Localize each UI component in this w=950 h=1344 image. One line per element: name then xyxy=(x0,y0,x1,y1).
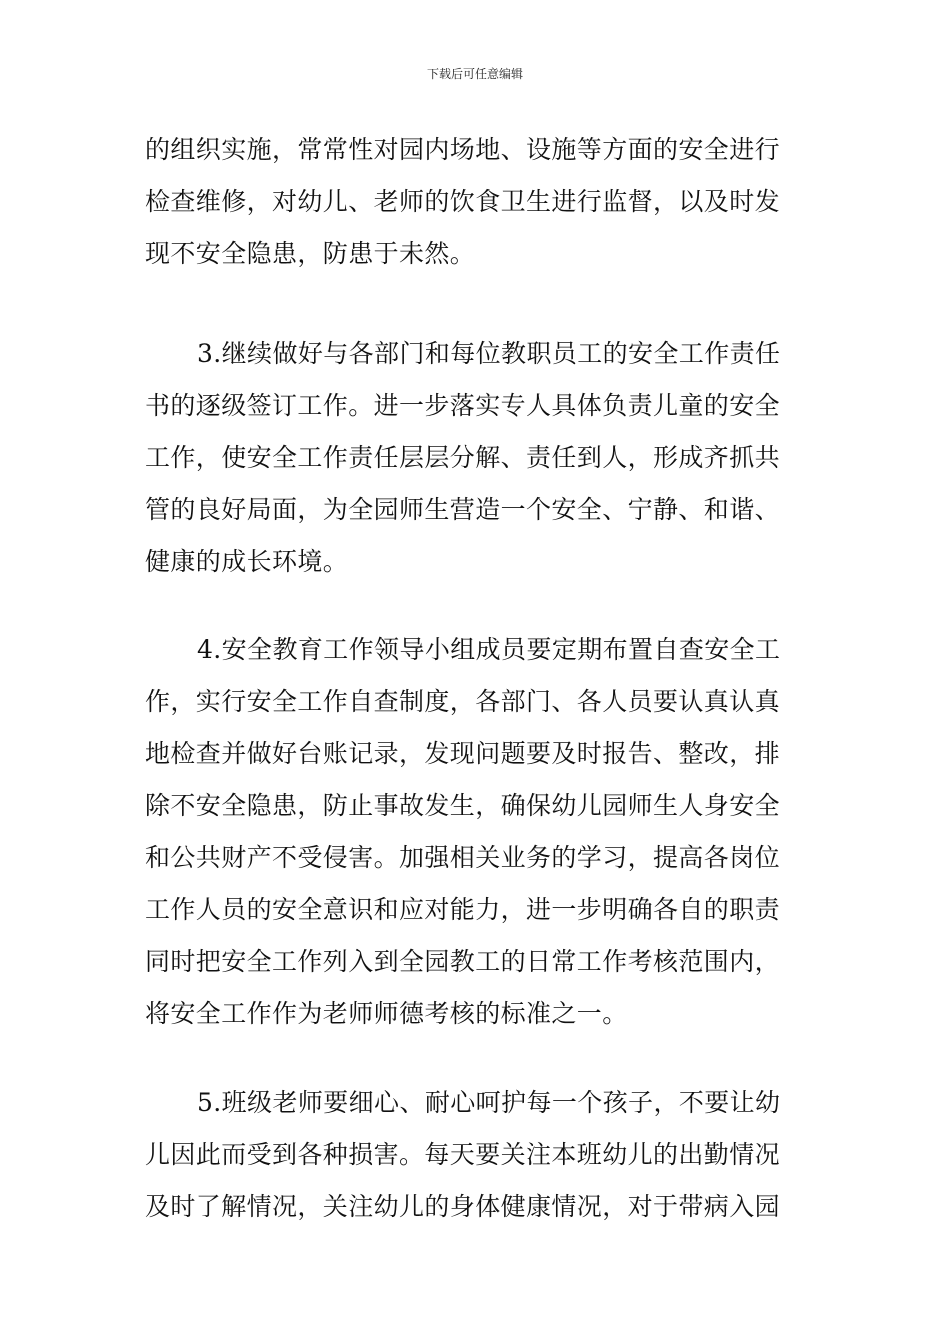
paragraph-line: 3.继续做好与各部门和每位教职员工的安全工作责任 xyxy=(197,339,781,368)
paragraph-line: 除不安全隐患，防止事故发生，确保幼儿园师生人身安全 xyxy=(145,791,781,820)
paragraph-line: 的组织实施，常常性对园内场地、设施等方面的安全进行 xyxy=(145,135,781,164)
paragraph-line: 工作，使安全工作责任层层分解、责任到人，形成齐抓共 xyxy=(145,443,781,472)
paragraph-line: 儿因此而受到各种损害。每天要关注本班幼儿的出勤情况 xyxy=(145,1140,781,1169)
paragraph-line: 5.班级老师要细心、耐心呵护每一个孩子，不要让幼 xyxy=(197,1088,781,1117)
paragraph-line: 和公共财产不受侵害。加强相关业务的学习，提高各岗位 xyxy=(145,843,781,872)
paragraph-line: 管的良好局面，为全园师生营造一个安全、宁静、和谐、 xyxy=(145,495,781,524)
paragraph-2 xyxy=(145,328,805,588)
paragraph-1 xyxy=(145,124,805,280)
paragraph-line: 健康的成长环境。 xyxy=(145,547,349,576)
paragraph-line: 同时把安全工作列入到全园教工的日常工作考核范围内， xyxy=(145,947,781,976)
paragraph-line: 检查维修，对幼儿、老师的饮食卫生进行监督，以及时发 xyxy=(145,187,781,216)
paragraph-line: 及时了解情况，关注幼儿的身体健康情况，对于带病入园 xyxy=(145,1192,781,1221)
paragraph-line: 4.安全教育工作领导小组成员要定期布置自查安全工 xyxy=(197,635,781,664)
paragraph-4 xyxy=(145,1077,805,1233)
paragraph-3 xyxy=(145,624,805,1040)
paragraph-line: 地检查并做好台账记录，发现问题要及时报告、整改，排 xyxy=(145,739,781,768)
paragraph-line: 将安全工作作为老师师德考核的标准之一。 xyxy=(145,999,628,1028)
paragraph-line: 现不安全隐患，防患于未然。 xyxy=(145,239,476,268)
paragraph-line: 工作人员的安全意识和应对能力，进一步明确各自的职责 xyxy=(145,895,781,924)
paragraph-line: 书的逐级签订工作。进一步落实专人具体负责儿童的安全 xyxy=(145,391,781,420)
paragraph-line: 作，实行安全工作自查制度，各部门、各人员要认真认真 xyxy=(145,687,781,716)
page-header-note: 下载后可任意编辑 xyxy=(426,67,523,81)
